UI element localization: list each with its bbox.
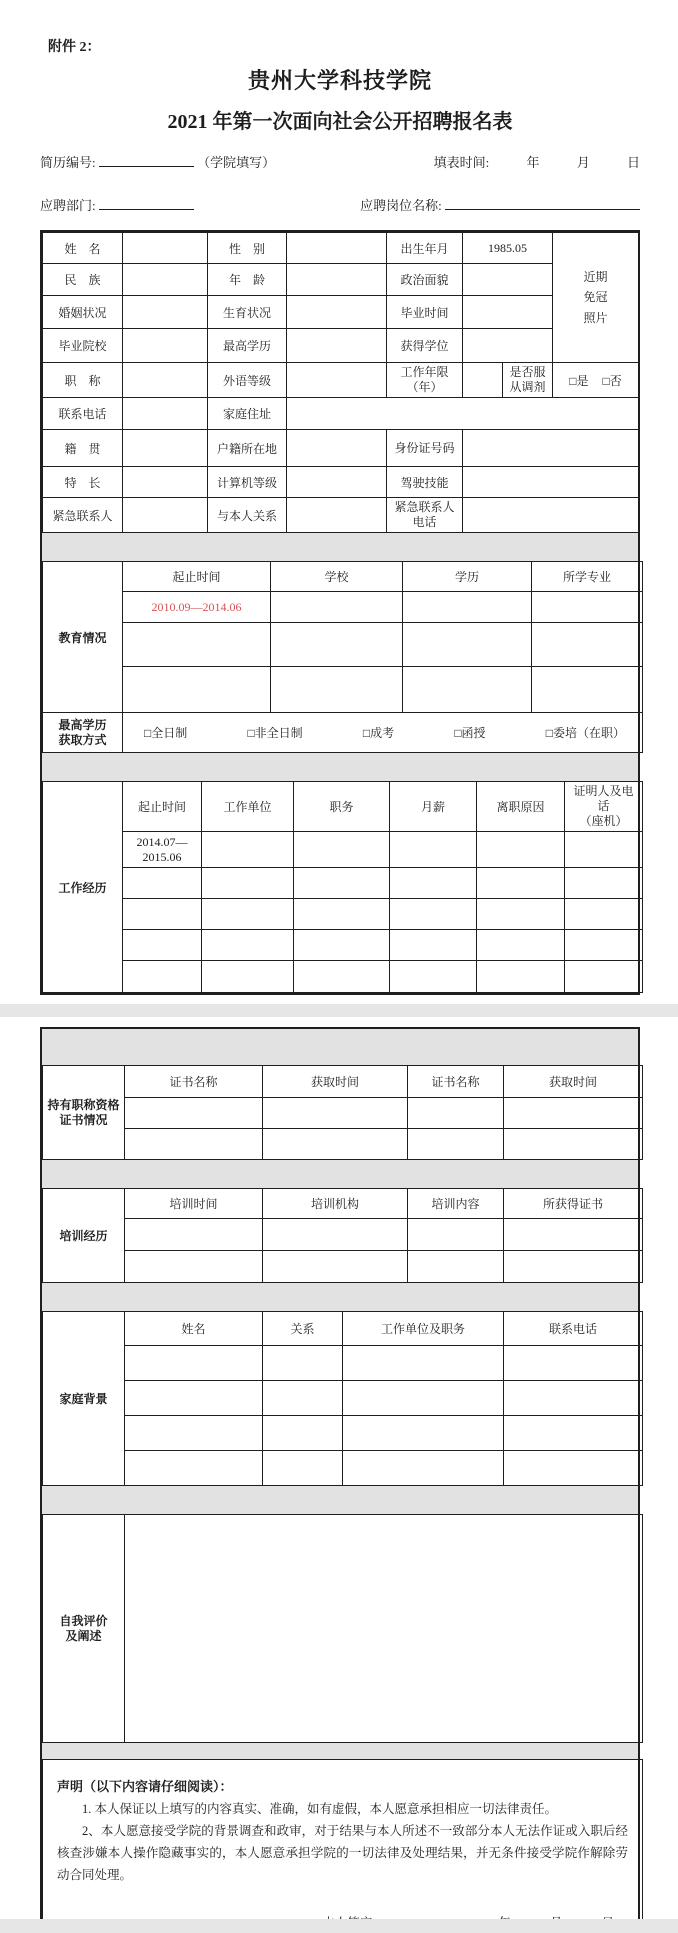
- work-reference-value: [565, 899, 643, 930]
- declaration-item: 2、本人愿意接受学院的背景调查和政审，对于结果与本人所述不一致部分本人无法作证或入职后经核查涉嫌本人操作隐藏事实的，本人愿意承担学院的一切法律及处理结果，并无条件接受学院作解除劳动合同处理。: [57, 1823, 628, 1882]
- id-number-value: [463, 430, 639, 467]
- checkbox-fulltime: □全日制: [144, 726, 188, 740]
- column-header: 学历: [403, 562, 532, 592]
- section-separator: [42, 1029, 638, 1065]
- work-reference-value: [565, 868, 643, 899]
- table-row: [43, 467, 639, 498]
- adjustment-options: [553, 363, 639, 398]
- work-position-value: [294, 868, 390, 899]
- degree-mode-label: [43, 713, 123, 753]
- education-major-value: [532, 623, 643, 667]
- adjustment-label: 是否服从调剂: [503, 363, 553, 398]
- education-section-label: 教育情况: [43, 562, 123, 713]
- degree-mode-options: [123, 713, 643, 753]
- work-years-value: [463, 363, 503, 398]
- family-employer-value: [343, 1416, 504, 1451]
- degree-obtained-label: 获得学位: [387, 329, 463, 363]
- department-blank: [99, 196, 194, 210]
- column-header: 所获得证书: [504, 1189, 643, 1219]
- certificate-name-value: [408, 1129, 504, 1160]
- alma-mater-label: 毕业院校: [43, 329, 123, 363]
- column-header: [565, 782, 643, 832]
- job-title-value: [123, 363, 208, 398]
- computer-level-label: 计算机等级: [208, 467, 287, 498]
- column-header: 月薪: [390, 782, 477, 832]
- photo-note-line: 免冠: [583, 290, 608, 305]
- declaration-item: 1. 本人保证以上填写的内容真实、准确，如有虚假，本人愿意承担相应一切法律责任。: [82, 1802, 558, 1816]
- family-relation-value: [263, 1346, 343, 1381]
- self-evaluation-label-line: 自我评价: [59, 1613, 108, 1628]
- family-relation-value: [263, 1416, 343, 1451]
- certificate-time-value: [263, 1129, 408, 1160]
- education-major-value: [532, 592, 643, 623]
- work-salary-value: [390, 899, 477, 930]
- column-header: 学校: [271, 562, 403, 592]
- table-row: [43, 398, 639, 430]
- training-cert-value: [504, 1219, 643, 1251]
- training-time-value: [125, 1251, 263, 1283]
- declaration-cell: [43, 1760, 643, 1933]
- column-header: 培训内容: [408, 1189, 504, 1219]
- column-header: 获取时间: [263, 1066, 408, 1098]
- self-evaluation-value: [125, 1515, 643, 1743]
- table-row: [43, 1760, 643, 1933]
- checkbox-commissioned: □委培（在职）: [545, 726, 625, 740]
- phone-value: [123, 398, 208, 430]
- position-label: 应聘岗位名称:: [360, 198, 442, 213]
- education-table: [42, 561, 643, 713]
- age-value: [287, 264, 387, 296]
- graduation-time-label: 毕业时间: [387, 296, 463, 329]
- family-employer-value: [343, 1451, 504, 1486]
- self-evaluation-table: [42, 1514, 643, 1743]
- column-header: 离职原因: [477, 782, 565, 832]
- page-break-strip: [0, 1919, 678, 1933]
- work-reference-value: [565, 930, 643, 961]
- work-leave-reason-value: [477, 930, 565, 961]
- work-salary-value: [390, 961, 477, 993]
- training-content-value: [408, 1251, 504, 1283]
- table-row: [43, 1219, 643, 1251]
- table-row: [43, 562, 643, 592]
- fill-time-day: 日: [626, 155, 640, 170]
- table-row: [43, 1066, 643, 1098]
- self-evaluation-label-line: 及阐述: [65, 1628, 102, 1643]
- certificate-time-value: [504, 1129, 643, 1160]
- driving-skill-label: 驾驶技能: [387, 467, 463, 498]
- work-years-label: 工作年限（年）: [387, 363, 463, 398]
- department-label: 应聘部门:: [40, 198, 96, 213]
- certificate-time-value: [504, 1098, 643, 1129]
- degree-mode-label-line: 获取方式: [58, 732, 107, 747]
- department-field: [40, 195, 194, 214]
- column-header: 联系电话: [504, 1312, 643, 1346]
- highest-degree-value: [287, 329, 387, 363]
- certificate-name-value: [408, 1098, 504, 1129]
- relation-value: [287, 498, 387, 533]
- column-header: 职务: [294, 782, 390, 832]
- section-separator: [42, 753, 638, 782]
- highest-degree-label: 最高学历: [208, 329, 287, 363]
- page-break-strip: [0, 1004, 678, 1017]
- table-row: [43, 782, 643, 832]
- column-header-line: 证明人及电话: [573, 784, 634, 813]
- certificates-table: [42, 1065, 643, 1160]
- family-name-value: [125, 1346, 263, 1381]
- foreign-language-value: [287, 363, 387, 398]
- fertility-label: 生育状况: [208, 296, 287, 329]
- specialty-label: 特 长: [43, 467, 123, 498]
- table-row: [43, 667, 643, 713]
- work-salary-value: [390, 930, 477, 961]
- column-header: 姓名: [125, 1312, 263, 1346]
- phone-label: 联系电话: [43, 398, 123, 430]
- work-position-value: [294, 930, 390, 961]
- table-row: [43, 329, 639, 363]
- basic-info-table: [42, 232, 639, 533]
- self-evaluation-label: [43, 1515, 125, 1743]
- work-period-value: [123, 899, 202, 930]
- work-employer-value: [202, 961, 294, 993]
- fill-time-field: [434, 152, 640, 171]
- form-title: 贵州大学科技学院: [247, 68, 432, 93]
- age-label: 年 龄: [208, 264, 287, 296]
- degree-obtained-value: [463, 329, 553, 363]
- household-label: 户籍所在地: [208, 430, 287, 467]
- column-header: 获取时间: [504, 1066, 643, 1098]
- table-row: [43, 296, 639, 329]
- training-org-value: [263, 1251, 408, 1283]
- column-header: 关系: [263, 1312, 343, 1346]
- family-employer-value: [343, 1381, 504, 1416]
- section-separator: [42, 1160, 638, 1189]
- family-phone-value: [504, 1416, 643, 1451]
- work-employer-value: [202, 930, 294, 961]
- work-leave-reason-value: [477, 899, 565, 930]
- work-salary-value: [390, 868, 477, 899]
- alma-mater-value: [123, 329, 208, 363]
- fill-time-label: 填表时间:: [433, 155, 490, 170]
- table-row: [43, 1515, 643, 1743]
- work-leave-reason-value: [477, 832, 565, 868]
- column-header: 工作单位: [202, 782, 294, 832]
- position-field: [360, 195, 640, 214]
- position-blank: [445, 196, 640, 210]
- birth-label: 出生年月: [387, 233, 463, 264]
- family-employer-value: [343, 1346, 504, 1381]
- work-experience-table: [42, 781, 643, 993]
- table-row: [43, 592, 643, 623]
- section-separator: [42, 533, 638, 562]
- name-value: [123, 233, 208, 264]
- work-position-value: [294, 832, 390, 868]
- page1-form-table: [40, 230, 640, 995]
- work-leave-reason-value: [477, 868, 565, 899]
- certificate-name-value: [125, 1098, 263, 1129]
- degree-mode-table: [42, 712, 643, 753]
- ethnicity-value: [123, 264, 208, 296]
- education-major-value: [532, 667, 643, 713]
- work-leave-reason-value: [477, 961, 565, 993]
- table-row: [43, 713, 643, 753]
- relation-label: 与本人关系: [208, 498, 287, 533]
- column-header: 培训机构: [263, 1189, 408, 1219]
- political-label: 政治面貌: [387, 264, 463, 296]
- checkbox-correspondence: □函授: [454, 726, 486, 740]
- section-separator: [42, 1743, 638, 1760]
- checkbox-no: □否: [602, 373, 622, 388]
- education-school-value: [271, 623, 403, 667]
- attachment-label: 附件 2：: [48, 40, 101, 55]
- family-phone-value: [504, 1381, 643, 1416]
- meta-line-2: [40, 195, 640, 214]
- driving-skill-value: [463, 467, 639, 498]
- resume-no-label: 简历编号:: [40, 155, 96, 170]
- resume-no-field: [40, 152, 275, 171]
- table-row: [43, 623, 643, 667]
- education-degree-value: [403, 592, 532, 623]
- native-place-value: [123, 430, 208, 467]
- emergency-contact-value: [123, 498, 208, 533]
- table-row: [43, 1451, 643, 1486]
- table-row: [43, 430, 639, 467]
- emergency-contact-label: 紧急联系人: [43, 498, 123, 533]
- specialty-value: [123, 467, 208, 498]
- training-content-value: [408, 1219, 504, 1251]
- education-school-value: [271, 667, 403, 713]
- table-row: [43, 1416, 643, 1451]
- page2-form-table: [40, 1027, 640, 1933]
- table-row: [43, 1189, 643, 1219]
- table-row: [43, 1312, 643, 1346]
- emergency-phone-value: [463, 498, 639, 533]
- education-degree-value: [403, 667, 532, 713]
- id-number-label: 身份证号码: [387, 430, 463, 467]
- table-row: [43, 899, 643, 930]
- fertility-value: [287, 296, 387, 329]
- work-reference-value: [565, 832, 643, 868]
- work-section-label: 工作经历: [43, 782, 123, 993]
- table-row: [43, 264, 639, 296]
- training-section-label: 培训经历: [43, 1189, 125, 1283]
- certificate-name-value: [125, 1129, 263, 1160]
- work-reference-value: [565, 961, 643, 993]
- training-table: [42, 1188, 643, 1283]
- table-row: [43, 1346, 643, 1381]
- photo-note-line: 近期: [583, 269, 608, 284]
- marital-label: 婚姻状况: [43, 296, 123, 329]
- graduation-time-value: [463, 296, 553, 329]
- education-period-value: [123, 667, 271, 713]
- declaration-title: 声明（以下内容请仔细阅读）：: [57, 1779, 233, 1794]
- fill-time-year: 年: [526, 155, 540, 170]
- job-title-label: 职 称: [43, 363, 123, 398]
- family-name-value: [125, 1381, 263, 1416]
- table-row: [43, 363, 639, 398]
- column-header: 培训时间: [125, 1189, 263, 1219]
- family-relation-value: [263, 1451, 343, 1486]
- work-period-value: [123, 868, 202, 899]
- name-label: 姓 名: [43, 233, 123, 264]
- home-address-label: 家庭住址: [208, 398, 287, 430]
- table-row: [43, 1381, 643, 1416]
- column-header: 起止时间: [123, 562, 271, 592]
- family-name-value: [125, 1451, 263, 1486]
- meta-line-1: [40, 152, 640, 171]
- section-separator: [42, 1283, 638, 1312]
- work-salary-value: [390, 832, 477, 868]
- emergency-phone-label: 紧急联系人电话: [387, 498, 463, 533]
- political-value: [463, 264, 553, 296]
- column-header-line: （座机）: [579, 814, 628, 828]
- family-name-value: [125, 1416, 263, 1451]
- home-address-value: [287, 398, 639, 430]
- training-time-value: [125, 1219, 263, 1251]
- table-row: [43, 930, 643, 961]
- declaration-table: [42, 1759, 643, 1933]
- checkbox-parttime: □非全日制: [247, 726, 303, 740]
- checkbox-yes: □是: [569, 373, 589, 388]
- foreign-language-label: 外语等级: [208, 363, 287, 398]
- table-row: [43, 961, 643, 993]
- certificates-section-label: 持有职称资格证书情况: [43, 1066, 125, 1160]
- work-period-value: [123, 961, 202, 993]
- native-place-label: 籍 贯: [43, 430, 123, 467]
- work-period-value: 2014.07—2015.06: [123, 832, 202, 868]
- ethnicity-label: 民 族: [43, 264, 123, 296]
- family-table: [42, 1311, 643, 1486]
- table-row: [43, 1129, 643, 1160]
- column-header: 证书名称: [408, 1066, 504, 1098]
- work-employer-value: [202, 868, 294, 899]
- table-row: [43, 832, 643, 868]
- column-header: 工作单位及职务: [343, 1312, 504, 1346]
- work-position-value: [294, 961, 390, 993]
- column-header: 所学专业: [532, 562, 643, 592]
- education-degree-value: [403, 623, 532, 667]
- table-row: [43, 1098, 643, 1129]
- computer-level-value: [287, 467, 387, 498]
- work-employer-value: [202, 832, 294, 868]
- fill-time-month: 月: [576, 155, 590, 170]
- resume-no-blank: [99, 153, 194, 167]
- gender-label: 性 别: [208, 233, 287, 264]
- family-phone-value: [504, 1451, 643, 1486]
- work-employer-value: [202, 899, 294, 930]
- work-position-value: [294, 899, 390, 930]
- family-phone-value: [504, 1346, 643, 1381]
- table-row: [43, 1251, 643, 1283]
- certificate-time-value: [263, 1098, 408, 1129]
- table-row: [43, 498, 639, 533]
- form-subtitle: 2021 年第一次面向社会公开招聘报名表: [167, 111, 513, 133]
- education-period-value: 2010.09—2014.06: [123, 592, 271, 623]
- photo-note-line: 照片: [583, 310, 608, 325]
- household-value: [287, 430, 387, 467]
- degree-mode-label-line: 最高学历: [58, 717, 107, 732]
- gender-value: [287, 233, 387, 264]
- table-row: [43, 868, 643, 899]
- education-school-value: [271, 592, 403, 623]
- table-row: [43, 233, 639, 264]
- training-org-value: [263, 1219, 408, 1251]
- column-header: 证书名称: [125, 1066, 263, 1098]
- photo-placeholder: [553, 233, 639, 363]
- column-header: 起止时间: [123, 782, 202, 832]
- birth-value: 1985.05: [463, 233, 553, 264]
- training-cert-value: [504, 1251, 643, 1283]
- family-relation-value: [263, 1381, 343, 1416]
- checkbox-adult-exam: □成考: [362, 726, 395, 740]
- section-separator: [42, 1486, 638, 1515]
- work-period-value: [123, 930, 202, 961]
- resume-no-note: （学院填写）: [197, 155, 276, 170]
- family-section-label: 家庭背景: [43, 1312, 125, 1486]
- education-period-value: [123, 623, 271, 667]
- marital-value: [123, 296, 208, 329]
